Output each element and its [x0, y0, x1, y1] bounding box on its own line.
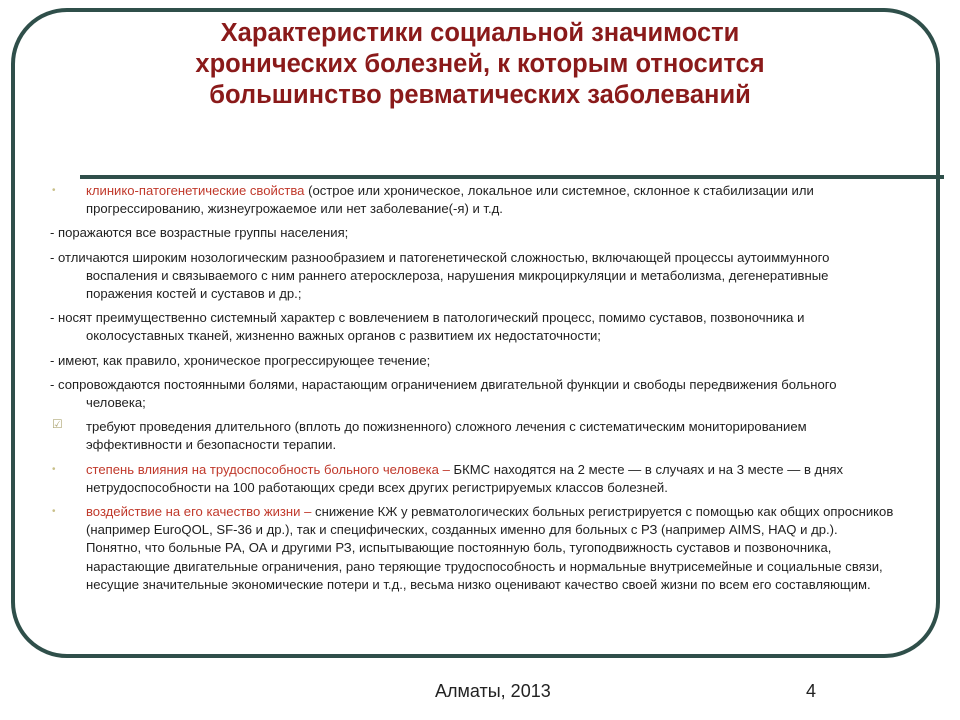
item-text: БКМС находятся на 2 месте — в случаях и на 3 месте — в днях нетрудоспособности на 100 работающих среди всех других регистрируемых классов болезней.: [86, 461, 844, 495]
list-item: [50, 418, 895, 454]
item-text: требуют проведения длительного (вплоть до пожизненного) сложного лечения с систематическим мониторированием эффективности и безопасности терапии.: [86, 419, 807, 453]
item-highlight: клинико-патогенетические свойства: [86, 183, 305, 198]
list-item: [50, 376, 895, 412]
bullet-icon: •: [52, 463, 56, 475]
title-line-1: Характеристики социальной значимости: [220, 19, 740, 47]
slide-number: 4: [806, 681, 817, 701]
footer-location-year: Алматы, 2013: [435, 681, 551, 701]
title-line-2: хронических болезней, к которым относится: [195, 50, 765, 78]
item-text: - сопровождаются постоянными болями, нарастающим ограничением двигательной функции и свободы передвижения больного человека;: [50, 376, 837, 411]
item-text: - имеют, как правило, хроническое прогрессирующее течение;: [50, 352, 431, 368]
slide-body: [50, 182, 895, 600]
list-item: [50, 182, 895, 218]
item-text: - отличаются широким нозологическим разнообразием и патогенетической сложностью, включающей процессы аутоиммунного воспаления и связываемого с ним раннего атеросклероза, нарушения микроциркуляции и метаболизма, дегенеративные поражения костей и суставов и др.;: [50, 249, 830, 302]
list-item: [50, 224, 895, 242]
item-text: (острое или хроническое, локальное или системное, склонное к стабилизации или прогрессированию, жизнеугрожаемое или нет заболевание(-я) и т.д.: [86, 183, 814, 217]
item-text: - носят преимущественно системный характер с вовлечением в патологический процесс, помимо суставов, позвоночника и околосуставных тканей, жизненно важных органов с развитием их недостаточности;: [50, 310, 805, 344]
title-line-3: большинство ревматических заболеваний: [209, 81, 751, 109]
list-item: [50, 309, 895, 345]
list-item: [50, 461, 895, 497]
title-divider: [80, 175, 944, 179]
item-highlight: воздействие на его качество жизни –: [86, 504, 312, 520]
item-text: - поражаются все возрастные группы населения;: [50, 225, 349, 241]
bullet-icon: •: [52, 506, 56, 518]
list-item: [50, 352, 895, 370]
list-item: [50, 503, 895, 594]
checkbox-icon: ☑: [52, 417, 63, 432]
bullet-icon: •: [52, 185, 56, 196]
item-text: снижение КЖ у ревматологических больных регистрируется с помощью как общих опросников (например EuroQOL, SF-36 и др.), так и специфических, созданных именно для больных с РЗ (например AIMS, HAQ и др.). Понятно, что больные РА, ОА и другими РЗ, испытывающие постоянную боль, тугоподвижность суставов и позвоночника, нарастающие двигательные ограничения, рано теряющие трудоспособность и нормальные внутрисемейные и социальные связи, несущие значительные экономические потери и т.д., весьма низко оценивают качество своей жизни по всем его составляющим.: [86, 504, 894, 592]
slide-title: [100, 18, 860, 111]
list-item: [50, 249, 895, 304]
item-highlight: степень влияния на трудоспособность больного человека –: [86, 461, 450, 477]
